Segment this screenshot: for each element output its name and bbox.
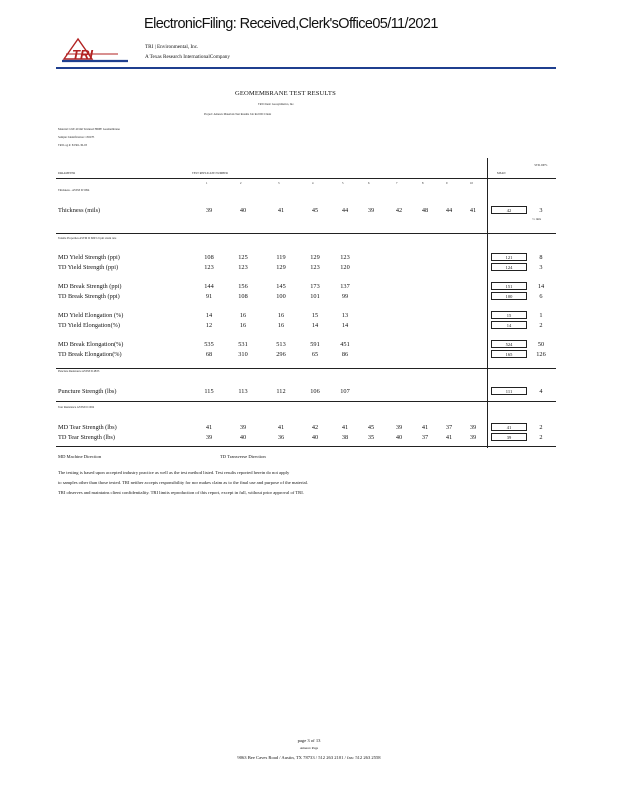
mean-value: 100 (491, 292, 527, 300)
tri-logo (58, 37, 134, 67)
replicate-value: 173 (310, 283, 320, 290)
replicate-value: 513 (276, 341, 286, 348)
replicate-value: 107 (340, 388, 350, 395)
row-label: Thickness (mils) (58, 207, 101, 214)
replicate-value: 16 (239, 322, 247, 329)
row-label: MD Tear Strength (lbs) (58, 424, 117, 431)
section-rule (56, 401, 556, 402)
replicate-value: 451 (340, 341, 350, 348)
std-dev-value: 3 (539, 207, 543, 214)
replicate-value: 65 (311, 351, 319, 358)
replicate-value: 120 (340, 264, 350, 271)
row-label: TD Break Elongation(%) (58, 351, 122, 358)
replicate-value: 39 (205, 207, 213, 214)
logo-text: TRI (72, 47, 93, 62)
mean-value: 151 (491, 282, 527, 290)
section-rule (56, 368, 556, 369)
disclaimer-line-1: The testing is based upon accepted industry practice as well as the test method listed. Test results reported herein do not apply (58, 470, 290, 475)
std-dev-value: 8 (539, 254, 543, 261)
report-project: Project: Amerex Materials Test Results Job Roll ID Client (204, 112, 272, 116)
replicate-value: 41 (469, 207, 477, 214)
tri-logo-icon (58, 37, 134, 67)
meta-material: Material: GSE 40 mil Textured HDPE Geomembrane (58, 127, 120, 131)
footer-address: 9063 Bee Caves Road / Austin, TX 78733 / 512 263 2101 / fax: 512 263 2558 (237, 755, 381, 760)
table-row (0, 293, 618, 303)
row-label: MD Break Strength (ppi) (58, 283, 122, 290)
replicate-value: 112 (276, 388, 286, 395)
column-mean: MEAN (497, 171, 506, 175)
replicate-value: 531 (238, 341, 248, 348)
replicate-value: 41 (277, 424, 285, 431)
replicate-value: 296 (276, 351, 286, 358)
row-label: TD Break Strength (ppi) (58, 293, 120, 300)
replicate-value: 39 (205, 434, 213, 441)
row-label: MD Break Elongation(%) (58, 341, 124, 348)
replicate-value: 310 (238, 351, 248, 358)
replicate-value: 591 (310, 341, 320, 348)
replicate-value: 129 (310, 254, 320, 261)
replicate-value: 16 (239, 312, 247, 319)
replicate-value: 38 (341, 434, 349, 441)
table-row (0, 434, 618, 444)
replicate-value: 123 (204, 264, 214, 271)
report-title: GEOMEMBRANE TEST RESULTS (235, 90, 336, 97)
section-header: Tear Resistance ASTM D 1004 (58, 405, 95, 409)
table-row (0, 264, 618, 274)
column-parameter: PARAMETER (58, 171, 76, 175)
std-dev-value: 1 (539, 312, 543, 319)
table-row (0, 207, 618, 221)
report-client: TRI Client: Geosynthetics, Inc. (258, 102, 295, 106)
row-label: TD Yield Elongation(%) (58, 322, 121, 329)
row-label: MD Yield Strength (ppi) (58, 254, 120, 261)
replicate-number: 6 (368, 181, 370, 185)
meta-sample: Sample: Identification: 15027E (58, 135, 95, 139)
replicate-value: 48 (421, 207, 429, 214)
section-header: Tensile Properties ASTM D 6693 2 ipm strain rate (58, 236, 117, 240)
replicate-value: 119 (276, 254, 286, 261)
replicate-value: 16 (277, 322, 285, 329)
std-dev-value: 2 (539, 424, 543, 431)
replicate-value: 14 (311, 322, 319, 329)
replicate-value: 40 (395, 434, 403, 441)
disclaimer-line-3: TRI observes and maintains client confidentiality. TRI limits reproduction of this report, except in full, without prior approval of TRI. (58, 490, 304, 495)
replicate-number: 7 (396, 181, 398, 185)
std-dev-value: 4 (539, 388, 543, 395)
replicate-value: 40 (239, 434, 247, 441)
replicate-value: 40 (311, 434, 319, 441)
company-subtitle: A Texas Research InternationalCompany (145, 54, 230, 60)
replicate-value: 145 (276, 283, 286, 290)
replicate-value: 123 (310, 264, 320, 271)
replicate-value: 14 (205, 312, 213, 319)
replicate-value: 100 (276, 293, 286, 300)
replicate-value: 68 (205, 351, 213, 358)
replicate-value: 37 (421, 434, 429, 441)
disclaimer-line-2: to samples other than those tested. TRI neither accepts responsibility for nor makes claim as to the final use and purpose of the material. (58, 480, 309, 485)
replicate-number: 2 (240, 181, 242, 185)
spec-flag: <= mils (532, 217, 541, 221)
replicate-value: 41 (205, 424, 213, 431)
replicate-value: 101 (310, 293, 320, 300)
mean-value: 39 (491, 433, 527, 441)
std-dev-value: 3 (539, 264, 543, 271)
replicate-number: 9 (446, 181, 448, 185)
replicate-value: 41 (445, 434, 453, 441)
std-dev-value: 6 (539, 293, 543, 300)
replicate-value: 16 (277, 312, 285, 319)
mean-value: 124 (491, 263, 527, 271)
replicate-value: 36 (277, 434, 285, 441)
replicate-number: 1 (206, 181, 208, 185)
replicate-value: 39 (469, 424, 477, 431)
replicate-value: 115 (204, 388, 214, 395)
section-header: Thickness - ASTM D 5994 (58, 188, 90, 192)
replicate-value: 125 (238, 254, 248, 261)
replicate-value: 156 (238, 283, 248, 290)
replicate-value: 37 (445, 424, 453, 431)
replicate-value: 41 (341, 424, 349, 431)
row-label: TD Yield Strength (ppi) (58, 264, 119, 271)
mean-value: 15 (491, 311, 527, 319)
replicate-value: 129 (276, 264, 286, 271)
replicate-value: 13 (341, 312, 349, 319)
table-row (0, 322, 618, 332)
replicate-value: 106 (310, 388, 320, 395)
std-dev-value: 126 (536, 351, 546, 358)
replicate-value: 108 (238, 293, 248, 300)
replicate-value: 39 (469, 434, 477, 441)
table-header-rule (56, 178, 556, 179)
std-dev-value: 14 (537, 283, 545, 290)
filing-banner: ElectronicFiling: Received,Clerk'sOffice05/11/2021 (144, 16, 438, 32)
mean-column-divider (487, 158, 488, 448)
replicate-value: 99 (341, 293, 349, 300)
replicate-number: 3 (278, 181, 280, 185)
replicate-value: 39 (367, 207, 375, 214)
section-header: Puncture Resistance ASTM D 4833 (58, 369, 100, 373)
mean-value: 14 (491, 321, 527, 329)
replicate-value: 144 (204, 283, 214, 290)
section-rule (56, 233, 556, 234)
replicate-value: 41 (421, 424, 429, 431)
replicate-value: 113 (238, 388, 248, 395)
replicate-value: 535 (204, 341, 214, 348)
mean-value: 165 (491, 350, 527, 358)
meta-log: TRI Log #: E2361-36-03 (58, 143, 87, 147)
mean-value: 524 (491, 340, 527, 348)
mean-value: 121 (491, 253, 527, 261)
row-label: TD Tear Strength (lbs) (58, 434, 115, 441)
company-name: TRI | Environmental, Inc. (145, 44, 199, 50)
column-replicates: TEST REPLICATE NUMBER (192, 171, 228, 175)
replicate-value: 39 (395, 424, 403, 431)
replicate-value: 40 (239, 207, 247, 214)
legend-md: MD Machine Direction (58, 454, 102, 459)
replicate-number: 5 (342, 181, 344, 185)
page-number: page 3 of 13 (297, 738, 321, 743)
replicate-value: 15 (311, 312, 319, 319)
replicate-number: 10 (470, 181, 473, 185)
replicate-value: 91 (205, 293, 213, 300)
std-dev-value: 2 (539, 322, 543, 329)
mean-value: 42 (491, 206, 527, 214)
replicate-value: 44 (341, 207, 349, 214)
replicate-value: 42 (395, 207, 403, 214)
mean-value: 41 (491, 423, 527, 431)
footer-subtitle: Amerex Page (299, 746, 319, 750)
legend-td: TD Transverse Direction (220, 454, 266, 459)
replicate-value: 137 (340, 283, 350, 290)
replicate-value: 86 (341, 351, 349, 358)
replicate-value: 35 (367, 434, 375, 441)
replicate-value: 44 (445, 207, 453, 214)
replicate-value: 14 (341, 322, 349, 329)
replicate-value: 45 (367, 424, 375, 431)
replicate-value: 42 (311, 424, 319, 431)
replicate-value: 108 (204, 254, 214, 261)
row-label: Puncture Strength (lbs) (58, 388, 117, 395)
replicate-value: 12 (205, 322, 213, 329)
replicate-value: 41 (277, 207, 285, 214)
section-rule (56, 446, 556, 447)
table-row (0, 351, 618, 361)
mean-value: 111 (491, 387, 527, 395)
replicate-value: 45 (311, 207, 319, 214)
replicate-value: 123 (340, 254, 350, 261)
replicate-value: 39 (239, 424, 247, 431)
replicate-value: 123 (238, 264, 248, 271)
column-std-dev: STD. DEV. (534, 163, 548, 167)
row-label: MD Yield Elongation (%) (58, 312, 124, 319)
std-dev-value: 2 (539, 434, 543, 441)
replicate-number: 4 (312, 181, 314, 185)
replicate-number: 8 (422, 181, 424, 185)
table-row (0, 388, 618, 398)
header-rule (56, 67, 556, 69)
std-dev-value: 50 (537, 341, 545, 348)
